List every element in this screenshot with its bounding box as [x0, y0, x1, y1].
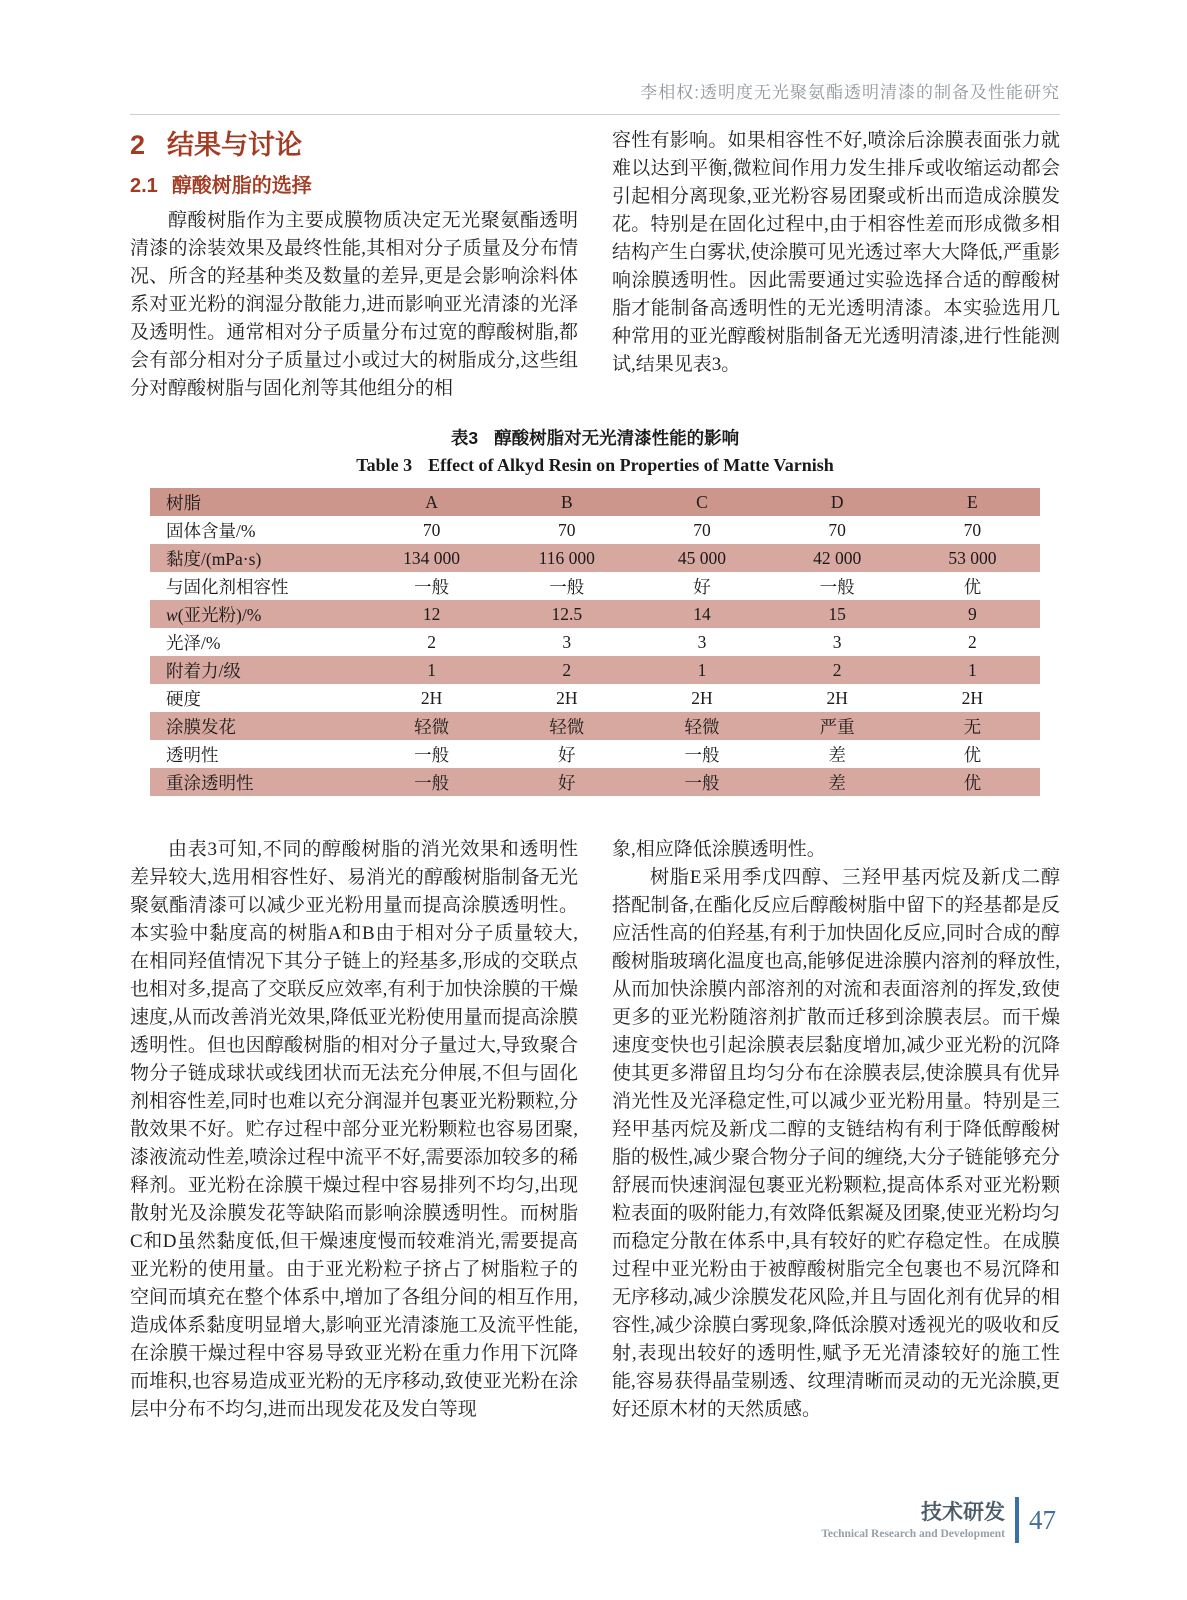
paragraph: 树脂E采用季戊四醇、三羟甲基丙烷及新戊二醇搭配制备,在酯化反应后醇酸树脂中留下的羟基都是反应活性高的伯羟基,有利于加快固化反应,同时合成的醇酸树脂玻璃化温度也高,能够促进涂膜内溶剂的释放性,从而加快涂膜内部溶剂的对流和表面溶剂的挥发,致使更多的亚光粉随溶剂扩散而迁移到涂膜表层。而干燥速度变快也引起涂膜表层黏度增加,减少亚光粉的沉降使其更多滞留且均匀分布在涂膜表层,使涂膜具有优异消光性及光泽稳定性,可以减少亚光粉用量。特别是三羟甲基丙烷及新戊二醇的支链结构有利于降低醇酸树脂的极性,减少聚合物分子间的缠绕,大分子链能够充分舒展而快速润湿包裹亚光粉颗粒,提高体系对亚光粉颗粒表面的吸附能力,有效降低絮凝及团聚,使亚光粉均匀而稳定分散在体系中,具有较好的贮存稳定性。在成膜过程中亚光粉由于被醇酸树脂完全包裹也不易沉降和无序移动,减少涂膜发花风险,并且与固化剂有优异的相容性,减少涂膜白雾现象,降低涂膜对透视光的吸收和反射,表现出较好的透明性,赋予无光清漆较好的施工性能,容易获得晶莹剔透、纹理清晰而灵动的无光涂膜,更好还原木材的天然质感。 — [612, 867, 1060, 1420]
value-cell: 轻微 — [414, 716, 450, 737]
row-label-cell: w(亚光粉)/% — [166, 604, 262, 625]
right-column-top — [612, 127, 1060, 379]
table-row — [150, 712, 1040, 740]
value-cell: 12 — [422, 603, 441, 624]
section-title: 结果与讨论 — [167, 130, 303, 160]
value-cell: 一般 — [819, 576, 855, 597]
value-cell: 轻微 — [684, 716, 720, 737]
subsection-title: 醇酸树脂的选择 — [171, 175, 312, 197]
value-cell: 2H — [826, 687, 848, 708]
value-cell: 116 000 — [538, 547, 595, 568]
left-column-top — [130, 127, 578, 403]
alkyd-resin-table — [150, 488, 1040, 796]
value-cell: 好 — [558, 744, 576, 765]
left-column-bottom — [130, 836, 578, 1424]
row-label-cell: 透明性 — [166, 744, 219, 765]
table-header-row — [150, 488, 1040, 516]
value-cell: 2H — [961, 687, 984, 708]
value-cell: 2 — [832, 659, 842, 680]
value-cell: 1 — [968, 659, 977, 680]
value-cell: 12.5 — [551, 603, 583, 624]
value-cell: 轻微 — [549, 716, 585, 737]
value-cell: E — [967, 491, 978, 512]
value-cell: 45 000 — [677, 547, 727, 568]
value-cell: 一般 — [414, 772, 450, 793]
table-row — [150, 656, 1040, 684]
value-cell: 好 — [558, 772, 576, 793]
value-cell: 优 — [963, 576, 982, 597]
table-caption-en-text: Effect of Alkyd Resin on Properties of Matte Varnish — [428, 455, 834, 475]
row-label-cell: 树脂 — [166, 492, 201, 513]
alkyd-table-body — [150, 488, 1040, 796]
row-label-cell: 硬度 — [166, 688, 201, 709]
table-row — [150, 768, 1040, 796]
table-caption-zh-text: 醇酸树脂对无光清漆性能的影响 — [494, 428, 740, 448]
value-cell: 70 — [963, 519, 982, 540]
value-cell: 一般 — [684, 772, 720, 793]
footer-divider-bar — [1015, 1497, 1019, 1543]
value-cell: 优 — [963, 772, 982, 793]
page-content — [130, 0, 1060, 1424]
table-row — [150, 600, 1040, 628]
value-cell: 70 — [693, 519, 711, 540]
table-caption-zh — [130, 425, 1060, 450]
value-cell: 一般 — [414, 576, 450, 597]
section-heading — [130, 129, 578, 162]
table-caption-en — [130, 455, 1060, 476]
header-rule — [130, 114, 1060, 115]
value-cell: 2 — [562, 659, 572, 680]
row-label-cell: 涂膜发花 — [166, 716, 236, 737]
value-cell: 53 000 — [948, 547, 997, 568]
value-cell: 70 — [422, 519, 441, 540]
table-row — [150, 740, 1040, 768]
footer-label-en: Technical Research and Development — [821, 1527, 1005, 1540]
value-cell: B — [560, 491, 573, 512]
value-cell: 好 — [693, 576, 711, 597]
subsection-heading — [130, 173, 578, 199]
table-row — [150, 544, 1040, 572]
paragraph: 象,相应降低涂膜透明性。 — [612, 839, 826, 860]
value-cell: 3 — [697, 631, 707, 652]
row-label-cell: 重涂透明性 — [166, 772, 254, 793]
table-caption-en-label: Table 3 — [356, 455, 413, 475]
table-row — [150, 628, 1040, 656]
table-row — [150, 684, 1040, 712]
value-cell: 2H — [420, 687, 443, 708]
table-block — [130, 425, 1060, 796]
page-number: 47 — [1029, 1504, 1056, 1535]
row-label-cell: 附着力/级 — [166, 660, 241, 681]
footer-label-zh: 技术研发 — [921, 1500, 1005, 1524]
value-cell: 1 — [427, 659, 436, 680]
subsection-number: 2.1 — [130, 175, 158, 197]
value-cell: 3 — [562, 631, 572, 652]
value-cell: 差 — [828, 744, 846, 765]
row-label-cell: 黏度/(mPa·s) — [166, 548, 262, 569]
row-label-cell: 与固化剂相容性 — [166, 576, 289, 597]
value-cell: 2H — [691, 687, 713, 708]
row-label-cell: 固体含量/% — [166, 520, 256, 541]
value-cell: 14 — [693, 603, 711, 624]
value-cell: 1 — [697, 659, 707, 680]
value-cell: 严重 — [819, 716, 855, 737]
value-cell: 无 — [963, 716, 982, 737]
value-cell: 70 — [828, 519, 846, 540]
table-caption-zh-label: 表3 — [450, 428, 479, 448]
top-columns — [130, 127, 1060, 403]
section-number: 2 — [130, 130, 146, 160]
right-column-bottom — [612, 836, 1060, 1424]
bottom-columns — [130, 836, 1060, 1424]
value-cell: 2 — [427, 631, 436, 652]
value-cell: C — [696, 491, 708, 512]
value-cell: 42 000 — [813, 547, 862, 568]
running-title: 李相权:透明度无光聚氨酯透明清漆的制备及性能研究 — [640, 83, 1060, 102]
row-label-cell: 光泽/% — [166, 632, 221, 653]
paragraph: 由表3可知,不同的醇酸树脂的消光效果和透明性差异较大,选用相容性好、易消光的醇酸树脂制备无光聚氨酯清漆可以减少亚光粉用量而提高涂膜透明性。本实验中黏度高的树脂A和B由于相对分子质量较大,在相同羟值情况下其分子链上的羟基多,形成的交联点也相对多,提高了交联反应效率,有利于加快涂膜的干燥速度,从而改善消光效果,降低亚光粉使用量而提高涂膜透明性。但也因醇酸树脂的相对分子量过大,导致聚合物分子链成球状或线团状而无法充分伸展,不但与固化剂相容性差,同时也难以充分润湿并包裹亚光粉颗粒,分散效果不好。贮存过程中部分亚光粉颗粒也容易团聚,漆液流动性差,喷涂过程中流平不好,需要添加较多的稀释剂。亚光粉在涂膜干燥过程中容易排列不均匀,出现散射光及涂膜发花等缺陷而影响涂膜透明性。而树脂C和D虽然黏度低,但干燥速度慢而较难消光,需要提高亚光粉的使用量。由于亚光粉粒子挤占了树脂粒子的空间而填充在整个体系中,增加了各组分间的相互作用,造成体系黏度明显增大,影响亚光清漆施工及流平性能,在涂膜干燥过程中容易导致亚光粉在重力作用下沉降而堆积,也容易造成亚光粉的无序移动,致使亚光粉在涂层中分布不均匀,进而出现发花及发白等现 — [130, 839, 578, 1420]
value-cell: 3 — [832, 631, 842, 652]
value-cell: 一般 — [549, 576, 585, 597]
value-cell: 2 — [968, 631, 977, 652]
value-cell: A — [425, 491, 438, 512]
value-cell: 优 — [963, 744, 982, 765]
value-cell: 134 000 — [403, 547, 461, 568]
paragraph: 容性有影响。如果相容性不好,喷涂后涂膜表面张力就难以达到平衡,微粒间作用力发生排斥或收缩运动都会引起相分离现象,亚光粉容易团聚或析出而造成涂膜发花。特别是在固化过程中,由于相容性差而形成微多相结构产生白雾状,使涂膜可见光透过率大大降低,严重影响涂膜透明性。因此需要通过实验选择合适的醇酸树脂才能制备高透明性的无光透明清漆。本实验选用几种常用的亚光醇酸树脂制备无光透明清漆,进行性能测试,结果见表3。 — [612, 130, 1060, 375]
value-cell: 差 — [828, 772, 846, 793]
footer-labels — [821, 1501, 1005, 1540]
value-cell: 2H — [556, 687, 578, 708]
paragraph: 醇酸树脂作为主要成膜物质决定无光聚氨酯透明清漆的涂装效果及最终性能,其相对分子质量及分布情况、所含的羟基种类及数量的差异,更是会影响涂料体系对亚光粉的润湿分散能力,进而影响亚光清漆的光泽及透明性。通常相对分子质量分布过宽的醇酸树脂,都会有部分相对分子质量过小或过大的树脂成分,这些组分对醇酸树脂与固化剂等其他组分的相 — [130, 210, 578, 399]
value-cell: 一般 — [414, 744, 450, 765]
table-row — [150, 572, 1040, 600]
value-cell: 9 — [968, 603, 977, 624]
value-cell: 70 — [558, 519, 576, 540]
page-footer — [821, 1497, 1056, 1543]
value-cell: 一般 — [684, 744, 720, 765]
running-head — [130, 0, 1060, 103]
value-cell: D — [830, 491, 844, 512]
value-cell: 15 — [828, 603, 846, 624]
table-row — [150, 516, 1040, 544]
